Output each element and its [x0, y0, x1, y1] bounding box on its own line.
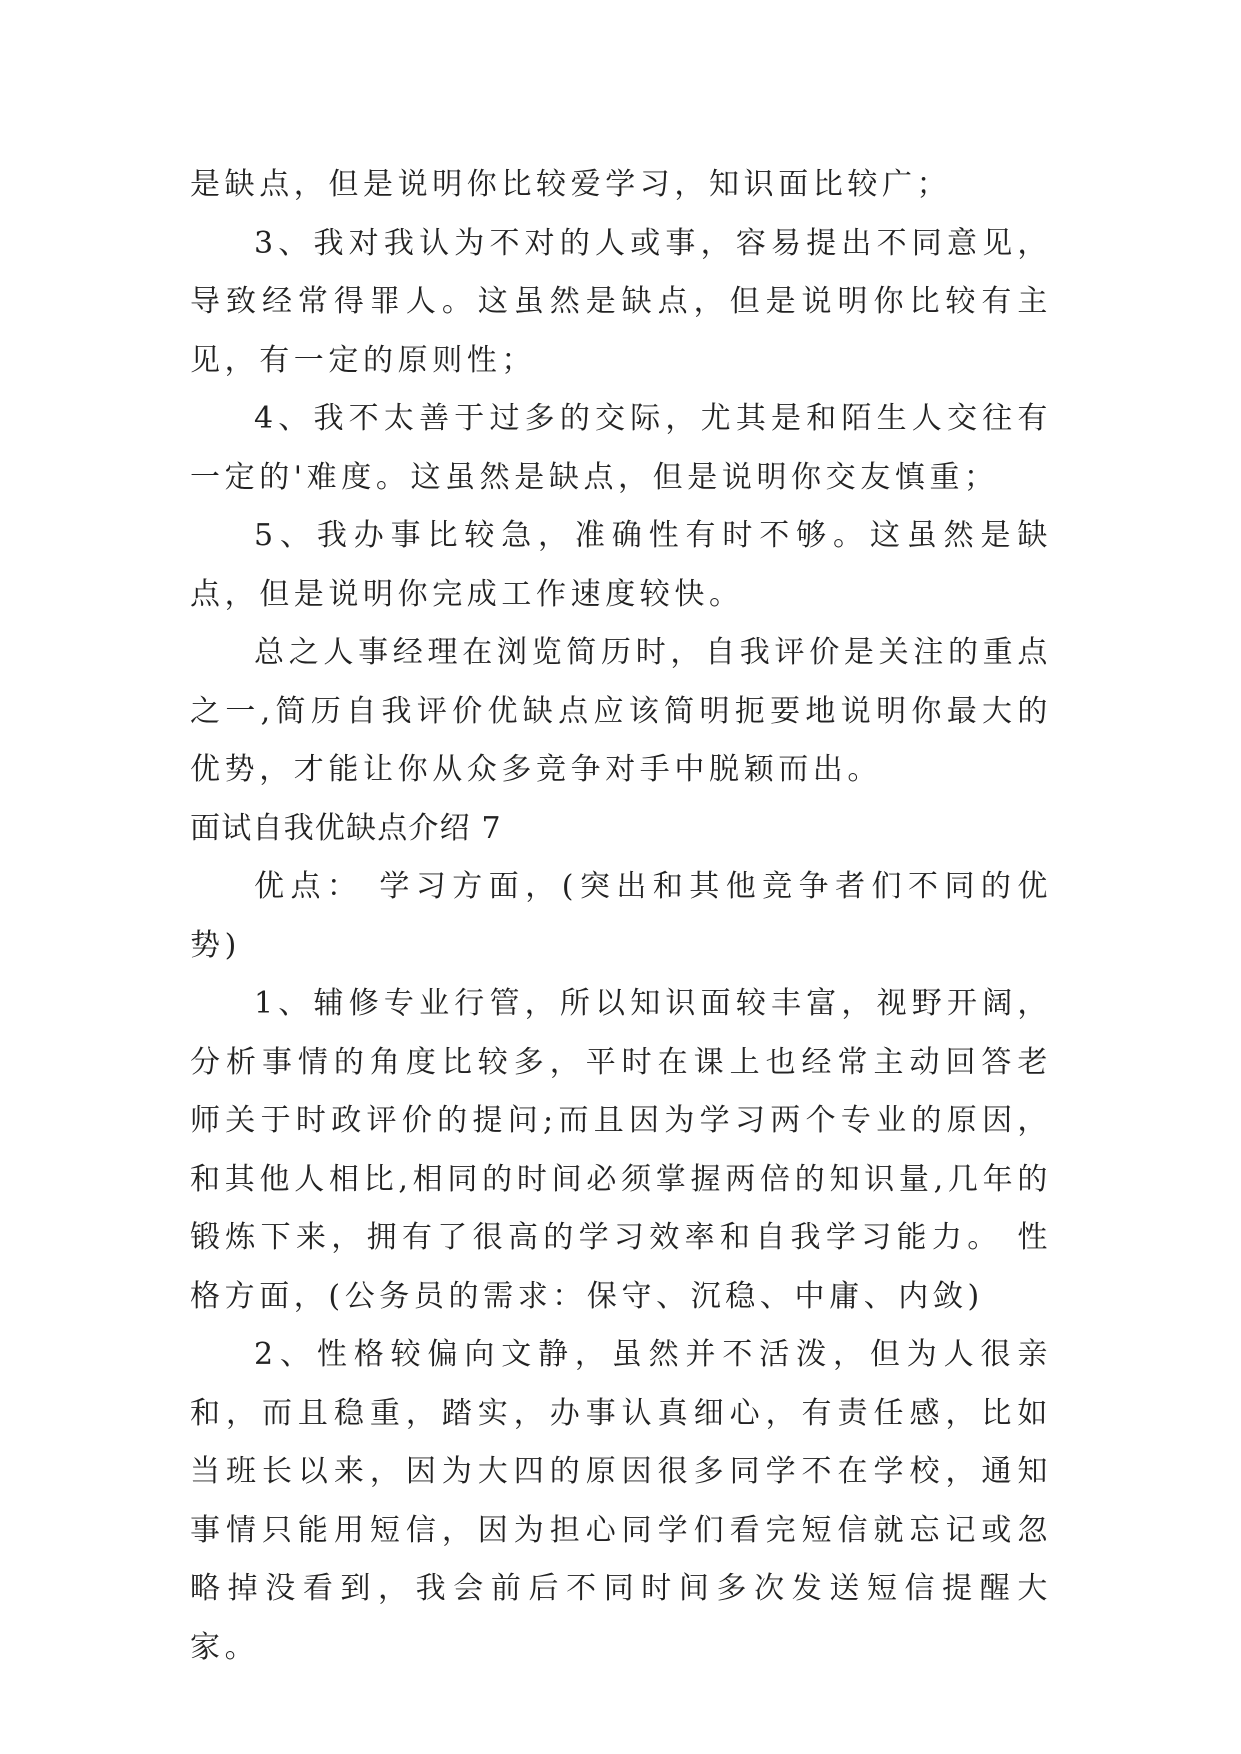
paragraph-strength-1: 1、辅修专业行管，所以知识面较丰富，视野开阔，分析事情的角度比较多，平时在课上也经常主动回答老师关于时政评价的提问;而且因为学习两个专业的原因，和其他人相比,相同的时间必须掌握两倍的知识量,几年的锻炼下来，拥有了很高的学习效率和自我学习能力。 性格方面，(公务员的需求：保守、沉稳、中庸、内敛): [190, 986, 1052, 1314]
paragraph-weakness-4: 4、我不太善于过多的交际，尤其是和陌生人交往有一定的'难度。这虽然是缺点，但是说明你交友慎重；: [190, 401, 1052, 495]
section-heading: 面试自我优缺点介绍 7: [190, 810, 502, 846]
paragraph-weakness-5: 5、我办事比较急，准确性有时不够。这虽然是缺点，但是说明你完成工作速度较快。: [190, 518, 1052, 612]
paragraph-summary: 总之人事经理在浏览简历时，自我评价是关注的重点之一,简历自我评价优缺点应该简明扼要地说明你最大的优势，才能让你从众多竞争对手中脱颖而出。: [190, 635, 1052, 787]
paragraph-strengths-intro: 优点： 学习方面，(突出和其他竞争者们不同的优势): [190, 869, 1052, 963]
document-body: [190, 156, 1052, 1677]
paragraph-continuation: 是缺点，但是说明你比较爱学习，知识面比较广；: [190, 167, 952, 202]
paragraph-strength-2: 2、性格较偏向文静，虽然并不活泼，但为人很亲和，而且稳重，踏实，办事认真细心，有责任感，比如当班长以来，因为大四的原因很多同学不在学校，通知事情只能用短信，因为担心同学们看完短信就忘记或忽略掉没看到，我会前后不同时间多次发送短信提醒大家。: [190, 1337, 1052, 1665]
paragraph-weakness-3: 3、我对我认为不对的人或事，容易提出不同意见，导致经常得罪人。这虽然是缺点，但是说明你比较有主见，有一定的原则性；: [190, 225, 1052, 378]
